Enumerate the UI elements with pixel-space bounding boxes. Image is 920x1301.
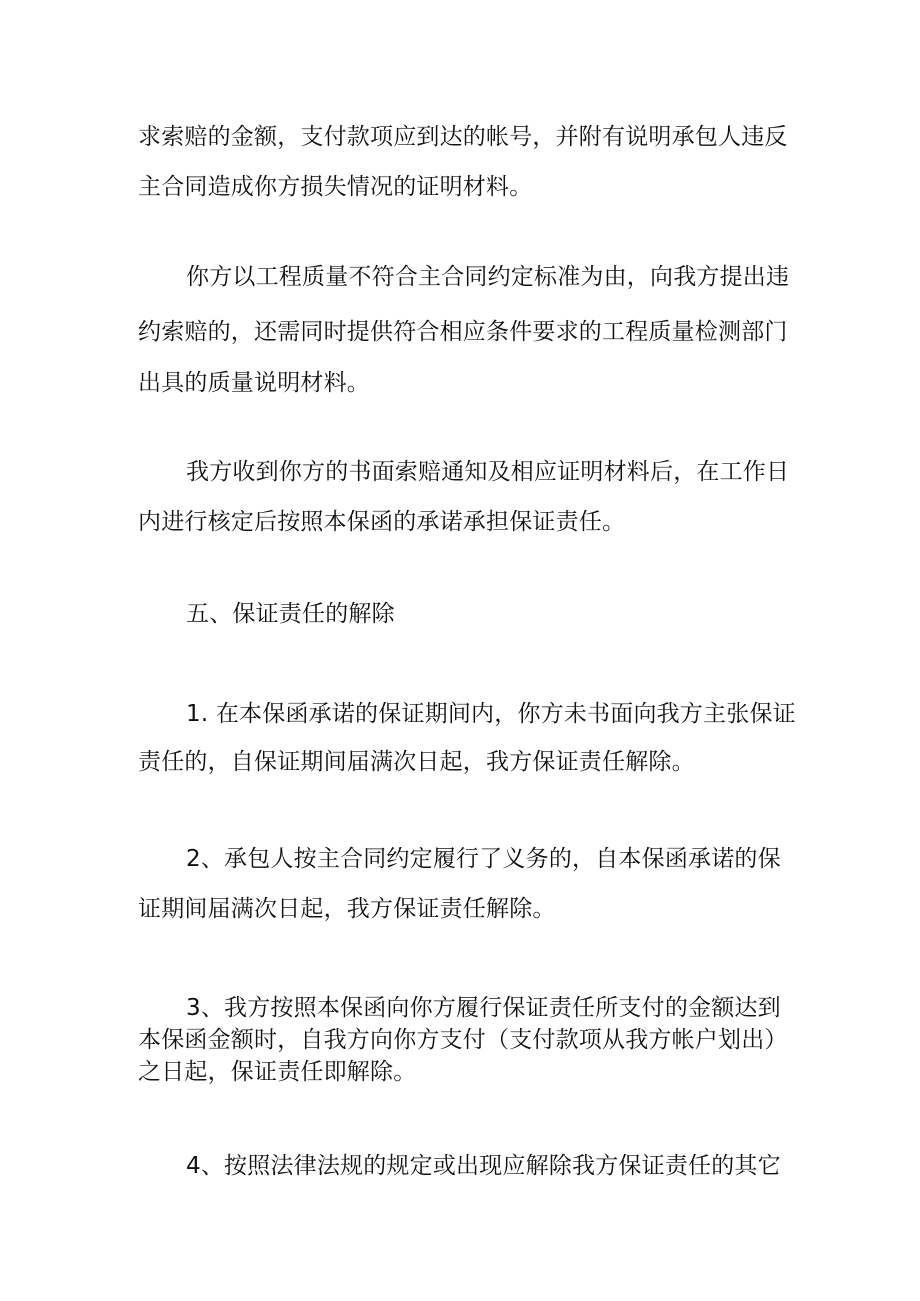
paragraph-line: 约索赔的，还需同时提供符合相应条件要求的工程质量检测部门 [138,319,788,345]
paragraph-line: 4、按照法律法规的规定或出现应解除我方保证责任的其它 [186,1153,781,1179]
paragraph-line: 出具的质量说明材料。 [138,370,370,396]
paragraph-line: 责任的，自保证期间届满次日起，我方保证责任解除。 [138,749,695,775]
section-heading: 五、保证责任的解除 [186,601,395,627]
paragraph-line: 我方收到你方的书面索赔通知及相应证明材料后，在工作日 [186,459,790,485]
paragraph-line: 证期间届满次日起，我方保证责任解除。 [138,896,556,922]
paragraph-line: 你方以工程质量不符合主合同约定标准为由，向我方提出违 [186,264,790,290]
paragraph-line: 3、我方按照本保函向你方履行保证责任所支付的金额达到 [186,995,781,1021]
paragraph-line: 主合同造成你方损失情况的证明材料。 [138,174,533,200]
paragraph-line: 求索赔的金额，支付款项应到达的帐号，并附有说明承包人违反 [138,124,788,150]
paragraph-line: 2、承包人按主合同约定履行了义务的，自本保函承诺的保 [186,846,781,872]
paragraph-line: 1. 在本保函承诺的保证期间内，你方未书面向我方主张保证 [186,701,796,727]
paragraph-line: 本保函金额时，自我方向你方支付（支付款项从我方帐户划出） [138,1027,788,1053]
paragraph-line: 内进行核定后按照本保函的承诺承担保证责任。 [138,509,626,535]
paragraph-line: 之日起，保证责任即解除。 [138,1059,417,1085]
